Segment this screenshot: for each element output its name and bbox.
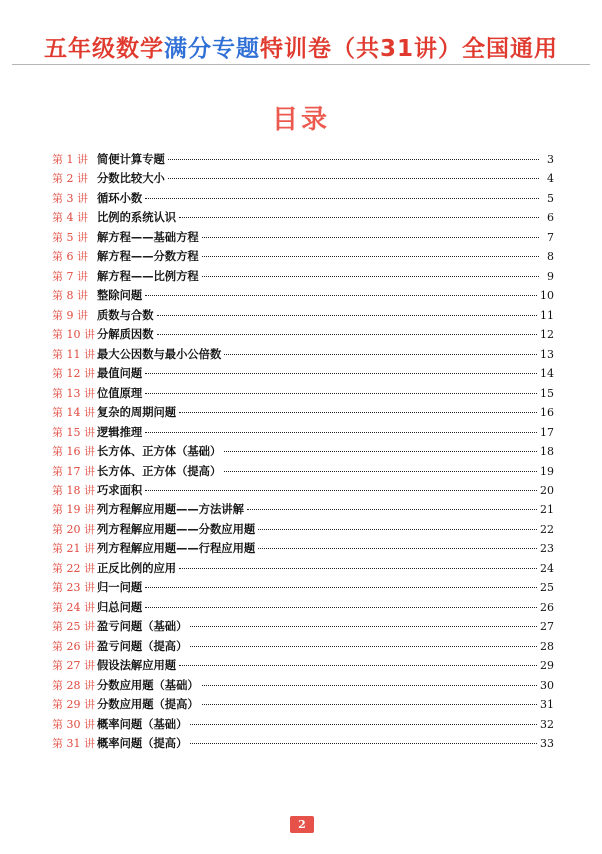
lecture-title: 正反比例的应用 xyxy=(97,561,177,575)
toc-entry[interactable] xyxy=(52,403,554,422)
lecture-title: 长方体、正方体（基础） xyxy=(97,445,222,459)
lecture-number: 第 3 讲 xyxy=(52,191,88,205)
toc-entry[interactable] xyxy=(52,325,554,344)
page-number: 20 xyxy=(540,483,554,497)
lecture-number: 第 12 讲 xyxy=(52,367,95,381)
toc-entry[interactable] xyxy=(52,462,554,481)
toc-entry[interactable] xyxy=(52,637,554,656)
lecture-title: 循环小数 xyxy=(97,191,143,205)
lecture-title: 最大公因数与最小公倍数 xyxy=(97,347,222,361)
lecture-title: 概率问题（提高） xyxy=(97,737,188,751)
page-number: 9 xyxy=(547,269,554,283)
dot-leader xyxy=(168,178,539,179)
page-number: 23 xyxy=(540,542,554,556)
toc-entry[interactable] xyxy=(52,695,554,714)
lecture-title: 质数与合数 xyxy=(97,308,154,322)
lecture-number: 第 8 讲 xyxy=(52,289,88,303)
dot-leader xyxy=(190,743,537,744)
lecture-title: 最值问题 xyxy=(97,367,143,381)
page-number: 6 xyxy=(547,211,554,225)
dot-leader xyxy=(224,451,537,452)
header-divider xyxy=(12,64,590,65)
lecture-title: 分数应用题（提高） xyxy=(97,698,199,712)
lecture-number: 第 24 讲 xyxy=(52,600,95,614)
toc-entry[interactable] xyxy=(52,734,554,753)
lecture-title: 逻辑推理 xyxy=(97,425,143,439)
lecture-number: 第 4 讲 xyxy=(52,211,88,225)
toc-entry[interactable] xyxy=(52,676,554,695)
lecture-number: 第 13 讲 xyxy=(52,386,95,400)
lecture-number: 第 14 讲 xyxy=(52,406,95,420)
page-number: 8 xyxy=(547,250,554,264)
lecture-number: 第 10 讲 xyxy=(52,328,95,342)
toc-entry[interactable] xyxy=(52,442,554,461)
page-number: 28 xyxy=(540,639,554,653)
table-of-contents xyxy=(52,150,554,754)
page-number: 30 xyxy=(540,678,554,692)
page-number: 29 xyxy=(540,659,554,673)
dot-leader xyxy=(190,646,537,647)
toc-entry[interactable] xyxy=(52,384,554,403)
lecture-number: 第 17 讲 xyxy=(52,464,95,478)
toc-entry[interactable] xyxy=(52,228,554,247)
page-number: 26 xyxy=(540,600,554,614)
lecture-title: 巧求面积 xyxy=(97,483,143,497)
dot-leader xyxy=(202,237,539,238)
toc-entry[interactable] xyxy=(52,715,554,734)
dot-leader xyxy=(179,665,537,666)
lecture-title: 解方程——基础方程 xyxy=(97,230,199,244)
lecture-title: 假设法解应用题 xyxy=(97,659,177,673)
dot-leader xyxy=(202,704,537,705)
dot-leader xyxy=(145,432,537,433)
lecture-number: 第 2 讲 xyxy=(52,172,88,186)
page-number: 12 xyxy=(540,328,554,342)
dot-leader xyxy=(145,198,539,199)
lecture-title: 简便计算专题 xyxy=(97,153,165,166)
toc-entry[interactable] xyxy=(52,578,554,597)
toc-entry[interactable] xyxy=(52,364,554,383)
page-number: 10 xyxy=(540,289,554,303)
toc-entry[interactable] xyxy=(52,539,554,558)
lecture-title: 列方程解应用题——方法讲解 xyxy=(97,503,244,517)
page-number: 24 xyxy=(540,561,554,575)
toc-entry[interactable] xyxy=(52,169,554,188)
page-number: 22 xyxy=(540,522,554,536)
lecture-title: 分解质因数 xyxy=(97,328,154,342)
lecture-number: 第 7 讲 xyxy=(52,269,88,283)
lecture-title: 解方程——分数方程 xyxy=(97,250,199,264)
page-number: 5 xyxy=(547,191,554,205)
lecture-title: 分数比较大小 xyxy=(97,172,165,186)
lecture-number: 第 26 讲 xyxy=(52,639,95,653)
dot-leader xyxy=(157,315,538,316)
lecture-number: 第 30 讲 xyxy=(52,717,95,731)
lecture-number: 第 5 讲 xyxy=(52,230,88,244)
lecture-title: 分数应用题（基础） xyxy=(97,678,199,692)
title-rest: 特训卷（共31讲）全国通用 xyxy=(259,36,558,62)
dot-leader xyxy=(258,548,537,549)
lecture-title: 长方体、正方体（提高） xyxy=(97,464,222,478)
toc-entry[interactable] xyxy=(52,559,554,578)
page-number: 19 xyxy=(540,464,554,478)
toc-entry[interactable] xyxy=(52,306,554,325)
toc-entry[interactable] xyxy=(52,481,554,500)
lecture-number: 第 21 讲 xyxy=(52,542,95,556)
page-number: 16 xyxy=(540,406,554,420)
toc-entry[interactable] xyxy=(52,267,554,286)
page-number-badge: 2 xyxy=(290,816,314,833)
page-number: 25 xyxy=(540,581,554,595)
title-highlight: 满分专题 xyxy=(163,36,260,62)
lecture-title: 比例的系统认识 xyxy=(97,211,177,225)
lecture-title: 解方程——比例方程 xyxy=(97,269,199,283)
toc-entry[interactable] xyxy=(52,345,554,364)
dot-leader xyxy=(179,412,537,413)
toc-entry[interactable] xyxy=(52,598,554,617)
lecture-number: 第 23 讲 xyxy=(52,581,95,595)
dot-leader xyxy=(157,334,538,335)
dot-leader xyxy=(224,471,537,472)
lecture-title: 归总问题 xyxy=(97,600,143,614)
lecture-title: 概率问题（基础） xyxy=(97,717,188,731)
dot-leader xyxy=(168,159,539,160)
dot-leader xyxy=(179,217,539,218)
page-number: 17 xyxy=(540,425,554,439)
toc-entry[interactable] xyxy=(52,189,554,208)
lecture-title: 整除问题 xyxy=(97,289,143,303)
page-number: 32 xyxy=(540,717,554,731)
lecture-number: 第 20 讲 xyxy=(52,522,95,536)
lecture-title: 列方程解应用题——行程应用题 xyxy=(97,542,256,556)
page-number: 3 xyxy=(547,153,554,166)
lecture-number: 第 15 讲 xyxy=(52,425,95,439)
dot-leader xyxy=(202,276,539,277)
toc-entry[interactable] xyxy=(52,656,554,675)
dot-leader xyxy=(224,354,537,355)
dot-leader xyxy=(145,587,537,588)
document-title xyxy=(0,30,602,63)
lecture-number: 第 22 讲 xyxy=(52,561,95,575)
dot-leader xyxy=(145,607,537,608)
dot-leader xyxy=(190,626,537,627)
lecture-title: 复杂的周期问题 xyxy=(97,406,177,420)
dot-leader xyxy=(247,509,537,510)
toc-entry[interactable] xyxy=(52,617,554,636)
toc-entry[interactable] xyxy=(52,286,554,305)
page-number: 14 xyxy=(540,367,554,381)
page-number: 27 xyxy=(540,620,554,634)
dot-leader xyxy=(145,393,537,394)
dot-leader xyxy=(145,490,537,491)
dot-leader xyxy=(190,724,537,725)
lecture-number: 第 29 讲 xyxy=(52,698,95,712)
page-number: 21 xyxy=(540,503,554,517)
lecture-title: 位值原理 xyxy=(97,386,143,400)
lecture-title: 盈亏问题（提高） xyxy=(97,639,188,653)
toc-heading: 目录 xyxy=(271,105,330,135)
toc-entry[interactable] xyxy=(52,247,554,266)
lecture-number: 第 6 讲 xyxy=(52,250,88,264)
lecture-number: 第 16 讲 xyxy=(52,445,95,459)
lecture-number: 第 27 讲 xyxy=(52,659,95,673)
page-number: 18 xyxy=(540,445,554,459)
lecture-title: 归一问题 xyxy=(97,581,143,595)
lecture-number: 第 1 讲 xyxy=(52,153,88,166)
title-grade: 五年级数学 xyxy=(43,36,164,62)
dot-leader xyxy=(145,295,537,296)
page-number: 11 xyxy=(540,308,554,322)
lecture-number: 第 28 讲 xyxy=(52,678,95,692)
toc-entry[interactable] xyxy=(52,423,554,442)
toc-entry[interactable] xyxy=(52,520,554,539)
page-number: 31 xyxy=(540,698,554,712)
page-number: 33 xyxy=(540,737,554,751)
page-number: 15 xyxy=(540,386,554,400)
lecture-number: 第 25 讲 xyxy=(52,620,95,634)
dot-leader xyxy=(258,529,537,530)
page-number: 7 xyxy=(547,230,554,244)
page-number: 13 xyxy=(540,347,554,361)
toc-entry[interactable] xyxy=(52,208,554,227)
toc-entry[interactable] xyxy=(52,150,554,169)
page-number: 4 xyxy=(547,172,554,186)
dot-leader xyxy=(202,685,537,686)
lecture-title: 盈亏问题（基础） xyxy=(97,620,188,634)
dot-leader xyxy=(202,256,539,257)
dot-leader xyxy=(145,373,537,374)
lecture-number: 第 11 讲 xyxy=(52,347,95,361)
lecture-number: 第 9 讲 xyxy=(52,308,88,322)
lecture-title: 列方程解应用题——分数应用题 xyxy=(97,522,256,536)
lecture-number: 第 19 讲 xyxy=(52,503,95,517)
lecture-number: 第 18 讲 xyxy=(52,483,95,497)
lecture-number: 第 31 讲 xyxy=(52,737,95,751)
toc-entry[interactable] xyxy=(52,500,554,519)
dot-leader xyxy=(179,568,537,569)
